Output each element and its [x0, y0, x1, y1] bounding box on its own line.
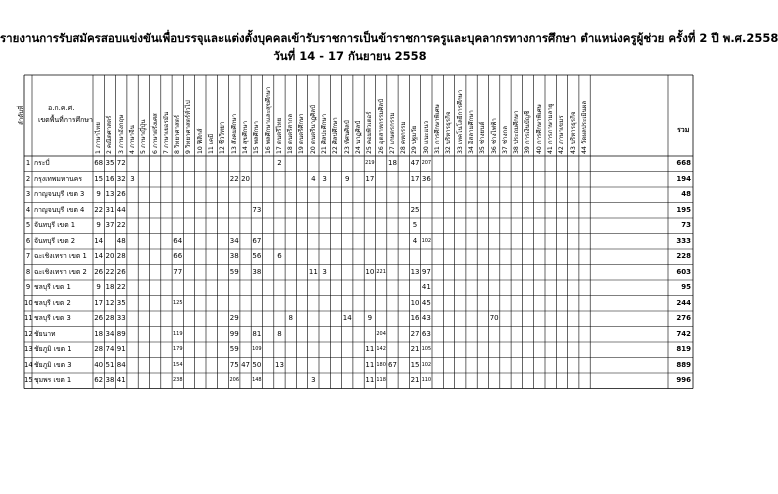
row-total: 889	[676, 360, 691, 369]
subject-header: 40 การศึกษาพิเศษ	[535, 104, 543, 154]
subject-header: 16 พลศึกษาและสุขศึกษา	[264, 86, 272, 154]
cell-value: 3	[322, 267, 327, 276]
row-area: กรุงเทพมหานคร	[34, 174, 82, 183]
cell-value: 10	[410, 298, 420, 307]
cell-value: 11	[365, 360, 375, 369]
cell-value: 9	[96, 283, 101, 291]
row-area: กระบี่	[34, 159, 50, 167]
row-area: จันทบุรี เขต 2	[34, 236, 76, 245]
cell-value: 59	[229, 345, 239, 353]
cell-value: 26	[116, 190, 126, 198]
row-total: 48	[681, 190, 691, 198]
cell-value: 154	[172, 361, 183, 368]
subject-header: 3 ภาษาอังกฤษ	[117, 114, 125, 154]
cell-value: 74	[105, 345, 115, 353]
cell-value: 3	[322, 174, 327, 183]
subject-header: 19 ดนตรีศึกษา	[298, 113, 306, 154]
cell-value: 14	[342, 314, 352, 322]
cell-value: 109	[252, 346, 262, 352]
subject-header: 27 เกษตรกรรม	[388, 112, 396, 154]
row-total: 244	[676, 298, 691, 307]
subject-header: 6 ภาษาฝรั่งเศส	[151, 113, 159, 154]
cell-value: 18	[105, 283, 115, 291]
cell-value: 31	[105, 205, 115, 214]
cell-value: 5	[412, 221, 418, 229]
row-index: 10	[24, 298, 33, 307]
cell-value: 204	[376, 330, 386, 337]
cell-value: 22	[94, 205, 104, 214]
subject-header: 29 ปฐมวัย	[411, 125, 419, 154]
subject-header: 5 ภาษาญี่ปุ่น	[140, 119, 148, 154]
cell-value: 13	[274, 360, 284, 369]
subject-header: 11 เคมี	[208, 133, 215, 154]
cell-value: 221	[376, 268, 386, 275]
cell-value: 32	[116, 174, 126, 183]
row-index: 15	[24, 376, 33, 384]
cell-value: 148	[252, 377, 262, 383]
cell-value: 25	[410, 205, 420, 214]
subject-header: 8 วิทยาศาสตร์	[174, 114, 182, 154]
cell-value: 26	[94, 267, 104, 276]
cell-value: 33	[116, 314, 126, 322]
cell-value: 38	[229, 252, 239, 260]
cell-value: 68	[94, 159, 104, 167]
cell-value: 41	[421, 283, 431, 291]
cell-value: 40	[94, 360, 104, 369]
cell-value: 14	[94, 236, 104, 245]
cell-value: 22	[116, 221, 126, 229]
header-index: ลำดับที่	[18, 105, 25, 125]
cell-value: 4	[311, 174, 316, 183]
cell-value: 207	[421, 160, 432, 166]
cell-value: 89	[116, 329, 126, 338]
subject-header: 17 ดนตรีไทย	[275, 117, 283, 154]
cell-value: 180	[376, 361, 386, 368]
cell-value: 22	[116, 283, 126, 291]
cell-value: 73	[252, 205, 262, 214]
row-total: 819	[676, 345, 691, 353]
cell-value: 3	[311, 376, 316, 384]
cell-value: 12	[105, 298, 115, 307]
cell-value: 6	[277, 252, 282, 260]
cell-value: 13	[105, 190, 115, 198]
row-index: 4	[25, 205, 31, 214]
subject-header: 35 ช่างยนต์	[479, 121, 487, 154]
row-area: กาญจนบุรี เขต 3	[34, 190, 85, 198]
subject-header: 9 วิทยาศาสตร์ทั่วไป	[185, 100, 193, 154]
cell-value: 105	[421, 346, 432, 352]
cell-value: 2	[277, 159, 282, 167]
cell-value: 41	[116, 376, 126, 384]
cell-value: 118	[376, 377, 386, 383]
row-area: ชุมพร เขต 1	[34, 376, 72, 384]
cell-value: 26	[94, 314, 104, 322]
cell-value: 59	[229, 267, 239, 276]
cell-value: 15	[410, 360, 420, 369]
row-index: 5	[25, 221, 31, 229]
row-total: 603	[676, 267, 691, 276]
cell-value: 44	[116, 205, 126, 214]
cell-value: 91	[116, 345, 126, 353]
cell-value: 14	[94, 252, 104, 260]
row-area: ชัยนาท	[34, 329, 56, 338]
cell-value: 47	[410, 159, 420, 167]
subject-header: 23 ทัศนศิลป์	[343, 120, 351, 154]
subject-header: 7 ภาษาเยอรมัน	[162, 111, 170, 154]
row-index: 12	[24, 329, 33, 338]
cell-value: 35	[105, 159, 115, 167]
subject-header: 36 ช่างไฟฟ้า	[490, 118, 498, 154]
cell-value: 10	[365, 267, 375, 276]
subject-header: 4 ภาษาจีน	[128, 125, 136, 154]
subject-header: 34 อิสลามศึกษา	[467, 110, 475, 154]
header-total: รวม	[677, 126, 690, 134]
cell-value: 219	[365, 160, 375, 166]
cell-value: 29	[229, 314, 239, 322]
cell-value: 28	[116, 252, 126, 260]
row-total: 228	[676, 252, 691, 260]
cell-value: 9	[96, 221, 101, 229]
report-title: รายงานการรับสมัครสอบแข่งขันเพื่อบรรจุและแต่งตั้งบุคคลเข้ารับราชการเป็นข้าราชการครูและบุคลากรทางการศึกษา ตำแหน่งครูผู้ช่วย ครั้งที่ 2 ปี พ.ศ.2558	[0, 31, 778, 45]
cell-value: 75	[229, 360, 239, 369]
cell-value: 64	[173, 236, 183, 245]
cell-value: 21	[410, 376, 420, 384]
row-area: ฉะเชิงเทรา เขต 2	[34, 267, 87, 276]
cell-value: 77	[173, 267, 183, 276]
cell-value: 20	[241, 174, 250, 183]
cell-value: 72	[116, 159, 126, 167]
subject-header: 28 คหกรรม	[400, 121, 408, 154]
cell-value: 27	[410, 329, 420, 338]
row-index: 13	[24, 345, 33, 353]
subject-header: 38 ประถมศึกษา	[513, 110, 521, 154]
subject-header: 22 ศิลปศึกษา	[332, 117, 340, 154]
cell-value: 28	[94, 345, 104, 353]
cell-value: 119	[172, 330, 183, 337]
cell-value: 17	[94, 298, 104, 307]
row-index: 9	[25, 283, 31, 291]
cell-value: 97	[421, 267, 431, 276]
report-date: วันที่ 14 - 17 กันยายน 2558	[273, 49, 427, 63]
cell-value: 48	[116, 236, 126, 245]
subject-header: 18 ดนตรีสากล	[287, 113, 295, 154]
row-area: ชลบุรี เขต 3	[34, 314, 71, 322]
row-total: 668	[676, 159, 691, 167]
cell-value: 17	[410, 174, 420, 183]
row-area: ฉะเชิงเทรา เขต 1	[34, 252, 87, 260]
cell-value: 18	[94, 329, 104, 338]
cell-value: 67	[387, 360, 397, 369]
row-index: 11	[24, 314, 33, 322]
cell-value: 84	[116, 360, 126, 369]
row-index: 2	[25, 174, 31, 183]
cell-value: 9	[367, 314, 373, 322]
subject-header: 41 การภาษามลายู	[547, 103, 554, 154]
cell-value: 13	[410, 267, 420, 276]
cell-value: 66	[173, 252, 183, 260]
row-area: กาญจนบุรี เขต 4	[34, 205, 85, 214]
subject-header: 42 ภาษาเขมร	[558, 115, 566, 154]
cell-value: 35	[116, 298, 126, 307]
cell-value: 8	[288, 314, 293, 322]
cell-value: 16	[410, 314, 420, 322]
cell-value: 38	[252, 267, 262, 276]
header-area-line2: เขตพื้นที่การศึกษา	[38, 116, 93, 124]
cell-value: 26	[116, 267, 126, 276]
row-area: จันทบุรี เขต 1	[34, 221, 76, 229]
row-index: 14	[24, 360, 33, 369]
subject-header: 20 ดนตรีนาฏศิลป์	[309, 105, 317, 154]
cell-value: 206	[229, 377, 240, 383]
cell-value: 99	[229, 329, 239, 338]
cell-value: 9	[96, 190, 101, 198]
cell-value: 102	[421, 237, 432, 244]
cell-value: 37	[105, 221, 115, 229]
row-area: ชลบุรี เขต 1	[34, 283, 71, 291]
row-index: 1	[25, 159, 31, 167]
subject-header: 10 ฟิสิกส์	[196, 128, 204, 154]
row-total: 996	[676, 376, 691, 384]
cell-value: 125	[172, 299, 183, 306]
cell-value: 22	[105, 267, 115, 276]
subject-header: 43 บริหารธุรกิจ	[569, 111, 577, 154]
cell-value: 11	[308, 267, 318, 276]
subject-header: 2 คณิตศาสตร์	[106, 115, 114, 154]
subject-header: 37 ช่างกล	[501, 125, 509, 154]
row-area: ชัยภูมิ เขต 3	[34, 360, 72, 369]
row-area: ชลบุรี เขต 2	[34, 298, 71, 307]
row-index: 8	[25, 267, 31, 276]
row-total: 333	[676, 236, 691, 245]
row-total: 195	[676, 205, 691, 214]
subject-header: 31 การศึกษาพิเศษ	[434, 104, 441, 154]
cell-value: 43	[421, 314, 431, 322]
subject-header: 13 สังคมศึกษา	[230, 113, 238, 154]
cell-value: 70	[489, 314, 499, 322]
cell-value: 110	[421, 377, 432, 383]
row-total: 742	[676, 329, 691, 338]
header-area-line1: อ.ก.ค.ศ.	[48, 104, 75, 112]
cell-value: 20	[105, 252, 115, 260]
subject-header: 30 แนะแนว	[422, 120, 430, 154]
cell-value: 4	[412, 236, 418, 245]
cell-value: 63	[421, 329, 431, 338]
cell-value: 11	[365, 345, 375, 353]
cell-value: 179	[172, 346, 183, 352]
cell-value: 28	[105, 314, 115, 322]
cell-value: 56	[252, 252, 262, 260]
cell-value: 36	[421, 174, 431, 183]
cell-value: 34	[229, 236, 239, 245]
cell-value: 50	[252, 360, 262, 369]
cell-value: 62	[94, 376, 104, 384]
cell-value: 22	[229, 174, 239, 183]
cell-value: 9	[345, 174, 350, 183]
row-index: 7	[25, 252, 31, 260]
cell-value: 45	[421, 298, 431, 307]
cell-value: 16	[105, 174, 115, 183]
row-index: 6	[25, 236, 31, 245]
row-total: 194	[676, 174, 691, 183]
row-total: 95	[681, 283, 691, 291]
subject-header: 32 บริหารธุรกิจ	[445, 111, 453, 154]
cell-value: 18	[387, 159, 397, 167]
subject-header: 15 พลศึกษา	[253, 121, 261, 154]
cell-value: 17	[365, 174, 375, 183]
cell-value: 34	[105, 329, 115, 338]
cell-value: 142	[376, 346, 386, 352]
row-total: 73	[681, 221, 691, 229]
subject-header: 21 ศิลปะศึกษา	[321, 113, 328, 154]
cell-value: 67	[252, 236, 262, 245]
subject-header: 1 ภาษาไทย	[95, 122, 102, 154]
subject-header: 44 วัดผลประเมินผล	[580, 100, 588, 154]
cell-value: 11	[365, 376, 375, 384]
cell-value: 21	[410, 345, 420, 353]
cell-value: 15	[94, 174, 104, 183]
cell-value: 3	[130, 174, 135, 183]
cell-value: 102	[421, 361, 432, 368]
subject-header: 25 คอมพิวเตอร์	[366, 111, 374, 154]
row-total: 276	[676, 314, 691, 322]
cell-value: 81	[252, 329, 262, 338]
cell-value: 47	[241, 360, 250, 369]
subject-header: 33 เทคโนโลยีการศึกษา	[456, 89, 464, 154]
cell-value: 51	[105, 360, 115, 369]
cell-value: 238	[172, 377, 183, 383]
subject-header: 26 อุตสาหกรรมศิลป์	[377, 98, 385, 154]
subject-header: 12 ชีววิทยา	[219, 121, 227, 154]
subject-header: 14 สุขศึกษา	[241, 120, 249, 154]
cell-value: 8	[277, 329, 282, 338]
subject-header: 24 นาฏศิลป์	[354, 120, 362, 154]
subject-header: 39 การเงินบัญชี	[524, 110, 532, 154]
cell-value: 38	[105, 376, 115, 384]
row-area: ชัยภูมิ เขต 1	[34, 345, 72, 353]
row-index: 3	[25, 190, 31, 198]
